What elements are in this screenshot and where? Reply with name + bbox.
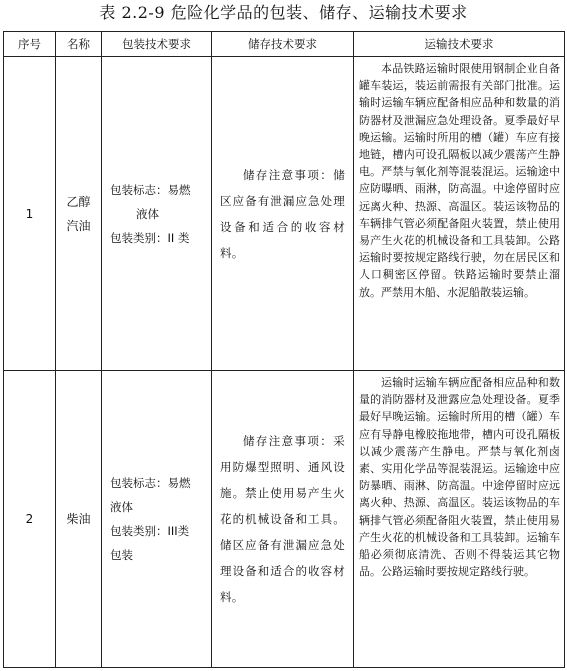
packaging-mark-cont: 液体 [110, 500, 133, 514]
packaging-class: 包装类别：II 类 [110, 230, 190, 245]
packaging-class-cont: 包装 [110, 548, 133, 562]
table-row [4, 371, 565, 668]
hazardous-chemicals-table [3, 31, 565, 668]
name-line: 柴油 [66, 512, 91, 526]
name-line: 汽油 [66, 218, 91, 233]
packaging-class: 包装类别：III类 [110, 524, 190, 538]
header-index: 序号 [4, 32, 56, 57]
header-packaging: 包装技术要求 [102, 32, 212, 57]
packaging-mark: 包装标志：易燃 [110, 476, 191, 490]
header-transport: 运输技术要求 [354, 32, 565, 57]
table-title: 表 2.2-9 危险化学品的包装、储存、运输技术要求 [99, 3, 468, 22]
row-index: 2 [4, 371, 56, 668]
transport-cell: 运输时运输车辆应配备相应品种和数量的消防器材及泄露应急处理设备。夏季最好早晚运输。运输时所用的槽（罐）车应有导静电橡胶拖地带，槽内可设孔隔板以减少震荡产生静电。严禁与氧化剂卤素、实用化学品等混装混运。运输途中应防暴晒、雨淋、防高温。中途停留时应远离火种、热源、高温区。装运该物品的车辆排气管必须配备阻火装置，禁止使用易产生火花的机械设备和工具装卸。运输车船必须彻底清洗、否则不得装运其它物品。公路运输时要按规定路线行驶。 [354, 371, 565, 668]
packaging-mark: 包装标志：易燃 [110, 182, 191, 197]
storage-cell: 储存注意事项：储区应备有泄漏应急处理设备和适合的收容材料。 [212, 57, 354, 371]
header-name: 名称 [56, 32, 102, 57]
storage-cell: 储存注意事项：采用防爆型照明、通风设施。禁止使用易产生火花的机械设备和工具。储区应备有泄漏应急处理设备和适合的收容材料。 [212, 371, 354, 668]
header-row [4, 32, 565, 57]
packaging-cell [102, 371, 212, 668]
row-name [56, 57, 102, 371]
packaging-mark-cont: 液体 [136, 206, 159, 221]
row-name [56, 371, 102, 668]
transport-cell: 本品铁路运输时限使用钢制企业自备罐车装运，装运前需报有关部门批准。运输时运输车辆应配备相应品种和数量的消防器材及泄漏应急处理设备。夏季最好早晚运输。运输时所用的槽（罐）车应有接地链，槽内可设孔隔板以减少震荡产生静电。严禁与氧化剂等混装混运。运输途中应防曝晒、雨淋，防高温。中途停留时应远离火种、热源、高温区。装运该物品的车辆排气管必须配备阻火装置，禁止使用易产生火花的机械设备和工具装卸。公路运输时要按规定路线行驶，勿在居民区和人口稠密区停留。铁路运输时要禁止溜放。严禁用木船、水泥船散装运输。 [354, 57, 565, 371]
name-line: 乙醇 [66, 194, 91, 209]
packaging-cell [102, 57, 212, 371]
table-row [4, 57, 565, 371]
row-index: 1 [4, 57, 56, 371]
header-storage: 储存技术要求 [212, 32, 354, 57]
